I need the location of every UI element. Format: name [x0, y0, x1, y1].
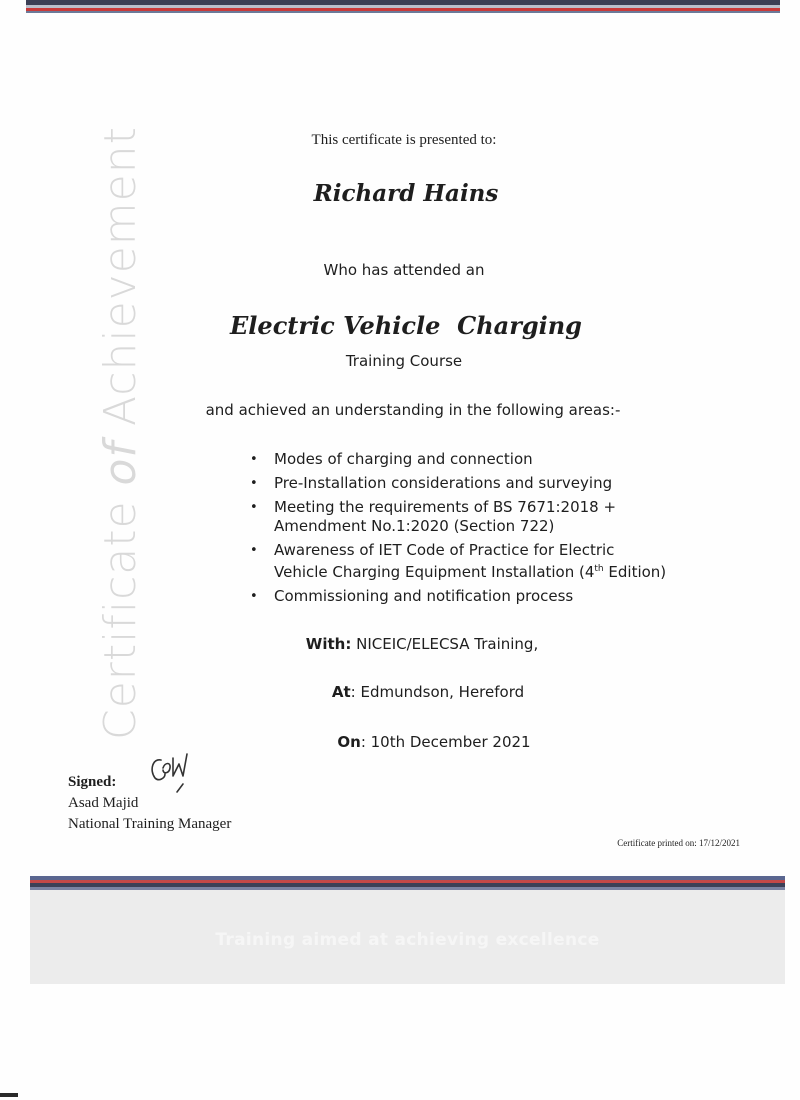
area-text-suffix: Edition)	[603, 563, 667, 581]
bullet-icon: •	[250, 543, 258, 558]
training-location	[28, 683, 800, 701]
printed-date-note: Certificate printed on: 17/12/2021	[617, 838, 740, 848]
with-label: With:	[305, 635, 352, 653]
tagline-panel	[30, 890, 785, 984]
course-title	[6, 311, 800, 340]
top-decorative-band	[26, 0, 780, 14]
bullet-icon: •	[250, 452, 258, 467]
bullet-icon: •	[250, 476, 258, 491]
bottom-decorative-band	[30, 876, 785, 984]
edition-superscript: th	[594, 564, 604, 574]
attended-label: Who has attended an	[323, 261, 485, 279]
area-text-main: Awareness of IET Code of Practice for Electric Vehicle Charging Equipment Installation (4	[274, 541, 615, 581]
achieved-label: and achieved an understanding in the following areas:-	[205, 401, 621, 419]
bullet-icon: •	[250, 500, 258, 515]
area-item	[248, 498, 694, 536]
area-text: Pre-Installation considerations and surveying	[274, 474, 613, 492]
tagline: Training aimed at achieving excellence	[215, 930, 600, 950]
area-item	[248, 587, 694, 606]
area-item	[248, 450, 694, 469]
signatory-block	[68, 772, 231, 835]
scan-corner-mark	[0, 1093, 18, 1097]
areas-list	[248, 450, 694, 611]
area-text: Commissioning and notification process	[274, 587, 574, 605]
watermark-part-3: Achievement	[95, 126, 146, 442]
top-stripe-blue	[26, 11, 780, 13]
recipient-name: Richard Hains	[313, 180, 499, 207]
watermark-part-1: Certificate	[95, 485, 146, 740]
signatory-title: National Training Manager	[68, 816, 232, 832]
watermark-part-2: of	[95, 441, 146, 486]
signed-label: Signed:	[68, 774, 117, 790]
at-value: : Edmundson, Hereford	[350, 683, 525, 701]
on-label: On	[337, 733, 361, 751]
area-text: Modes of charging and connection	[274, 450, 533, 468]
area-text	[274, 541, 694, 582]
signatory-name: Asad Majid	[68, 795, 139, 811]
area-text: Meeting the requirements of BS 7671:2018 + Amendment No.1:2020 (Section 722)	[274, 498, 617, 535]
area-item	[248, 541, 694, 582]
course-type: Training Course	[345, 352, 463, 370]
presented-to-label: This certificate is presented to:	[311, 132, 497, 148]
at-label: At	[331, 683, 351, 701]
area-item	[248, 474, 694, 493]
on-value: : 10th December 2021	[360, 733, 531, 751]
bullet-icon: •	[250, 589, 258, 604]
training-provider	[22, 635, 800, 653]
course-title-text: Electric Vehicle Charging	[230, 311, 582, 340]
with-value: NICEIC/ELECSA Training,	[351, 635, 539, 653]
